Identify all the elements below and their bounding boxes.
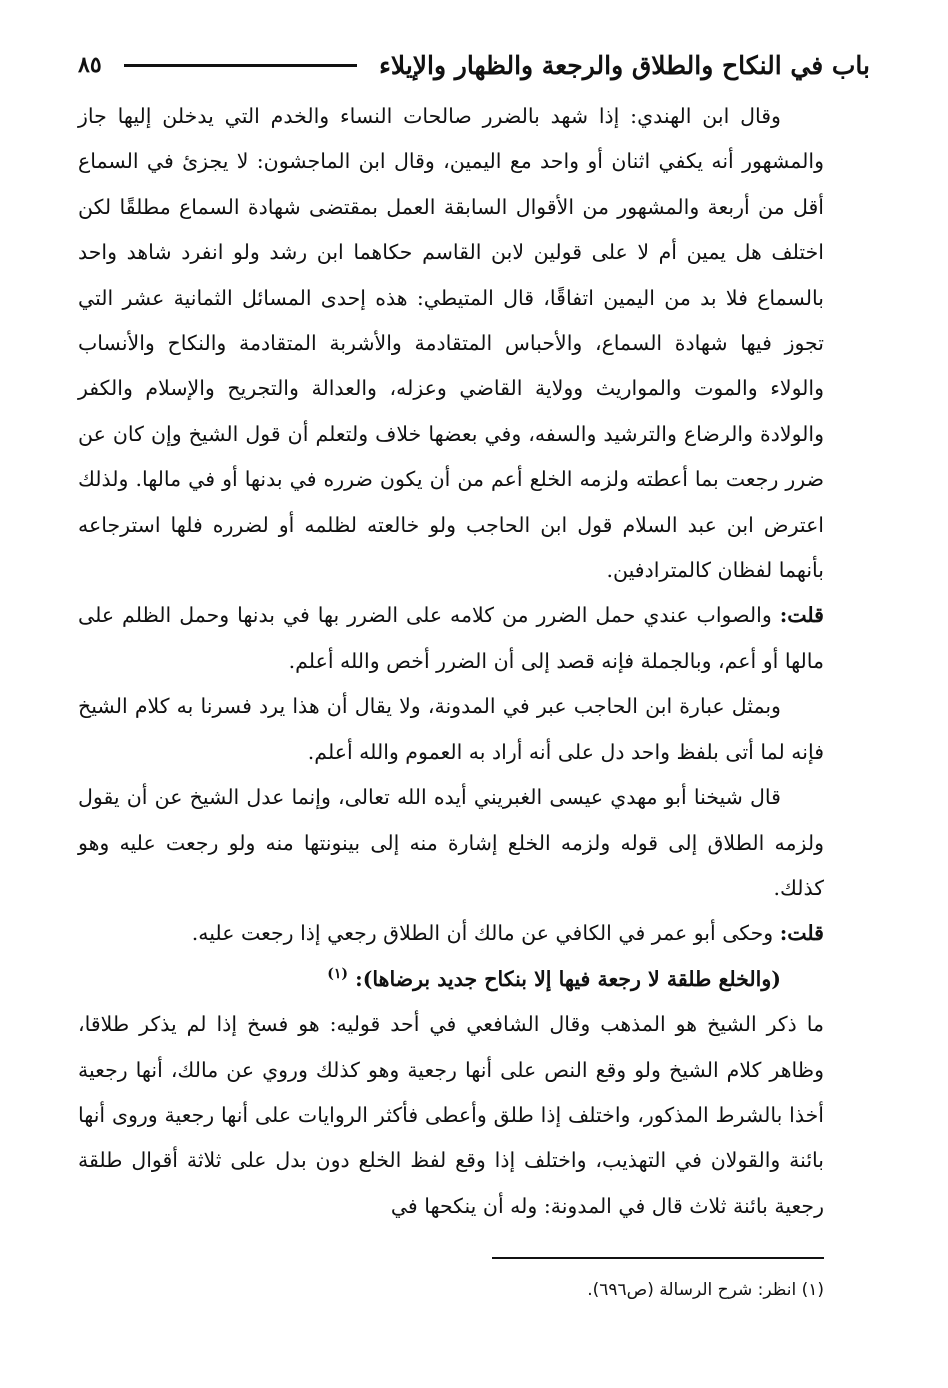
page-number: ٨٥ (78, 52, 102, 78)
footnote-reference[interactable]: (١) (327, 965, 348, 982)
paragraph-lead: قلت: (779, 921, 824, 946)
paragraph-5 (78, 911, 824, 956)
page-header (78, 40, 870, 90)
paragraph-text: ما ذكر الشيخ هو المذهب وقال الشافعي في أحد قوليه: هو فسخ إذا لم يذكر طلاقا، وظاهر كلام الشيخ ولو وقع النص على أنها رجعية وهو كذلك وروي عن مالك، أنها رجعية أخذا بالشرط المذكور، واختلف إذا طلق وأعطى فأكثر الروايات على أنها رجعية وروى أنها بائنة والقولان في التهذيب، واختلف إذا وقع لفظ الخلع دون بدل على ثلاثة أقوال طلقة رجعية بائنة ثلاث قال في المدونة: وله أن ينكحها في (78, 1012, 824, 1218)
paragraph-text: قال شيخنا أبو مهدي عيسى الغبريني أيده الله تعالى، وإنما عدل الشيخ عن أن يقول ولزمه الطلاق إلى قوله ولزمه الخلع إشارة منه إلى بينونتها منه ولو رجعت عليه وهو كذلك. (78, 785, 824, 900)
paragraph-1 (78, 94, 824, 593)
paragraph-7 (78, 1002, 824, 1229)
footnote-text: (١) انظر: شرح الرسالة (ص٦٩٦). (587, 1280, 824, 1300)
paragraph-text: وبمثل عبارة ابن الحاجب عبر في المدونة، ولا يقال أن هذا يرد فسرنا به كلام الشيخ فإنه لما أتى بلفظ واحد دل على أنه أراد به العموم والله أعلم. (78, 694, 824, 764)
paragraph-4 (78, 775, 824, 911)
body-text (78, 94, 824, 1229)
paragraph-3 (78, 684, 824, 775)
footnote (78, 1276, 824, 1304)
paragraph-text: والصواب عندي حمل الضرر من كلامه على الضرر بها في بدنها وحمل الظلم على مالها أو أعم، وبالجملة فإنه قصد إلى أن الضرر أخص والله أعلم. (78, 603, 824, 673)
paragraph-lead: قلت: (779, 603, 824, 628)
header-rule (124, 64, 358, 67)
matn-heading (78, 957, 824, 1002)
paragraph-2 (78, 593, 824, 684)
running-title: باب في النكاح والطلاق والرجعة والظهار والإيلاء (379, 50, 870, 80)
paragraph-text: وحكى أبو عمر في الكافي عن مالك أن الطلاق رجعي إذا رجعت عليه. (191, 921, 780, 946)
matn-text: (والخلع طلقة لا رجعة فيها إلا بنكاح جديد برضاها): (355, 966, 781, 991)
paragraph-text: وقال ابن الهندي: إذا شهد بالضرر صالحات النساء والخدم التي يدخلن إليها جاز والمشهور أنه يكفي اثنان أو واحد مع اليمين، وقال ابن الماجشون: لا يجزئ في السماع أقل من أربعة والمشهور من الأقوال السابقة العمل بمقتضى شهادة السماع مطلقًا لكن اختلف هل يمين أم لا على قولين لابن القاسم حكاهما ابن رشد ولو انفرد شاهد واحد بالسماع فلا بد من اليمين اتفاقًا، قال المتيطي: هذه إحدى المسائل الثمانية عشر التي تجوز فيها شهادة السماع، والأحباس المتقادمة والأشربة المتقادمة والنكاح والأنساب والولاء والموت والمواريث وولاية القاضي وعزله، والعدالة والتجريح والإسلام والكفر والولادة والرضاع والترشيد والسفه، وفي بعضها خلاف ولتعلم أن قول الشيخ وإن كان عن ضرر رجعت بما أعطته ولزمه الخلع أعم من أن يكون ضرره في بدنها أو في مالها. ولذلك اعترض ابن عبد السلام قول ابن الحاجب ولو خالعته لظلمه أو لضرره فلها استرجاعه بأنهما لفظان كالمترادفين. (78, 104, 824, 583)
footnote-rule (492, 1257, 824, 1259)
